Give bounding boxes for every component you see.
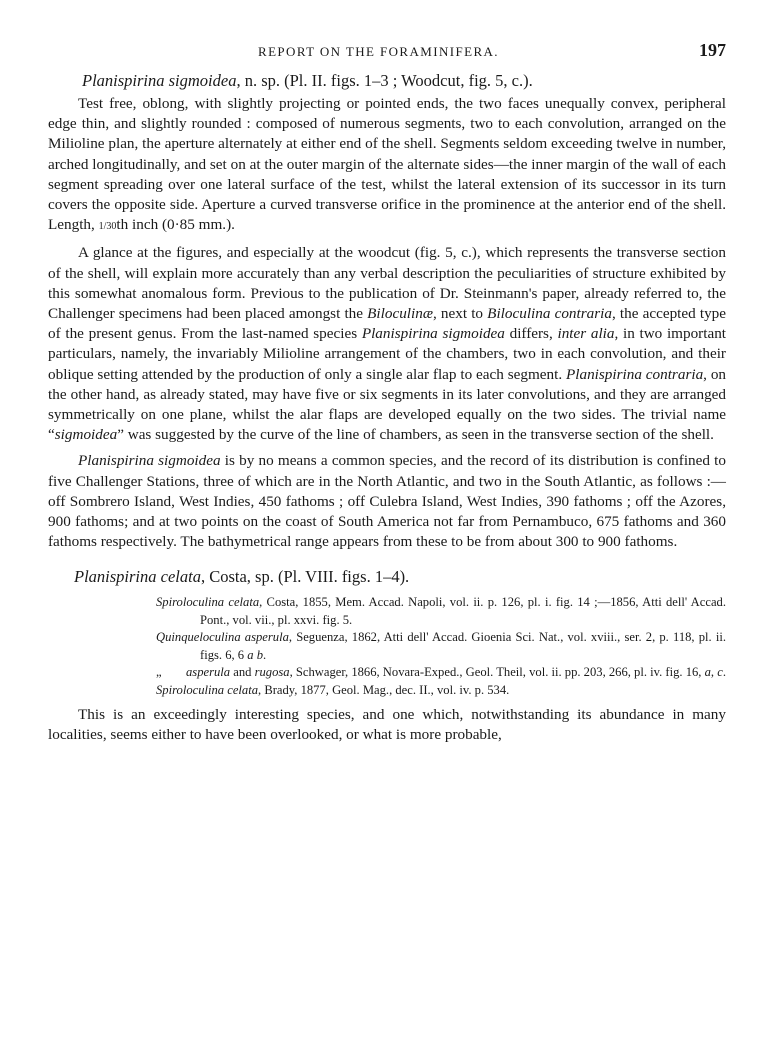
text-run: . (262, 647, 267, 662)
length-rest: th inch (0·85 mm.). (116, 216, 235, 234)
text-run: . (722, 665, 726, 680)
species-heading-sigmoidea (82, 70, 726, 92)
taxon-name: Planispirina sigmoidea (78, 452, 221, 470)
taxon-name: Quinqueloculina asperula (156, 630, 289, 645)
synonymy-entry (156, 664, 726, 681)
taxon-name: Planispirina sigmoidea (361, 325, 505, 343)
species-heading-celata (74, 566, 726, 588)
text-run: , next to (432, 305, 484, 323)
length-fraction: 1/30 (98, 221, 117, 233)
taxon-name: asperula (186, 665, 231, 680)
taxon-name: Spiroloculina celata (156, 595, 260, 610)
figure-letter: a (704, 665, 711, 680)
text-run: A glance at the figures, and especially at the woodcut (fig. 5, c.), which represents the transverse section of the shell, will explain more accurately than any verbal description the peculiarities of structure exhibited by this somewhat anomalous form. Previous to the publication of Dr. Steinmann's paper, already referred to, the Challenger specimens had been placed amongst the (48, 244, 726, 323)
text-run: , Costa, 1855, Mem. Accad. Napoli, vol. ii. p. 126, pl. i. fig. 14 ;—1856, Atti dell' Accad. Pont., vol. vii., pl. xxvi. fig. 5. (200, 595, 726, 627)
text-run: differs, (509, 325, 553, 343)
taxon-name: rugosa (254, 665, 290, 680)
figure-letter: b (256, 647, 263, 662)
text-run: , Schwager, 1866, Novara-Exped., Geol. Theil, vol. ii. pp. 203, 266, pl. iv. fig. 16, (289, 665, 702, 680)
latin-phrase: inter alia (557, 325, 615, 343)
page-number: 197 (699, 40, 726, 60)
running-title: REPORT ON THE FORAMINIFERA. (258, 44, 499, 59)
comparison-paragraph (48, 243, 726, 445)
ditto-mark: „ (156, 665, 162, 680)
taxon-name: Biloculinæ (367, 305, 433, 323)
text-run: is by no means a common species, and the record of its distribution is confined to five Challenger Stations, three of which are in the North Atlantic, and two in the South Atlantic, as follows :—off Sombrero Island, West Indies, 450 fathoms ; off Culebra Island, West Indies, 390 fathoms ; off the Azores, 900 fathoms; and at two points on the coast of South America not far from Pernambuco, 675 fathoms and 360 fathoms respectively. The bathymetrical range appears from these to be from about 300 to 900 fathoms. (48, 452, 726, 551)
taxon-name: sigmoidea (54, 426, 118, 444)
synonymy-list (48, 594, 726, 698)
taxon-name: Biloculina contraria (487, 305, 612, 323)
distribution-paragraph (48, 451, 726, 552)
page (48, 40, 726, 745)
running-head (48, 40, 726, 70)
figure-letter: a (247, 647, 254, 662)
text-run: , on the other hand, as already stated, may have five or six segments in its later convolutions, and they are arranged symmetrically on one plane, whilst the alar flaps are developed equally on the two sides. The trivial name “ (48, 365, 727, 444)
species-name: Planispirina celata (74, 567, 201, 587)
text-run: , Seguenza, 1862, Atti dell' Accad. Gioenia Sci. Nat., vol. xviii., ser. 2, p. 118, pl. ii. figs. 6, 6 (200, 630, 726, 662)
celata-paragraph: This is an exceedingly interesting species, and one which, notwithstanding its abundance in many localities, seems either to have been overlooked, or what is more probable, (48, 705, 726, 744)
text-run: , (710, 665, 715, 680)
text-run: ” was suggested by the curve of the line of chambers, as seen in the transverse section of the shell. (117, 426, 714, 444)
text-run: , the accepted type of the present genus. From the last-named species (48, 305, 727, 343)
synonymy-entry (156, 682, 726, 699)
text-run: and (233, 665, 252, 680)
species-authority: , n. sp. (Pl. II. figs. 1–3 ; Woodcut, fig. 5, c.). (236, 71, 533, 90)
description-text: Test free, oblong, with slightly projecting or pointed ends, the two faces unequally convex, peripheral edge thin, and slightly rounded : composed of numerous segments, two to each convolution, arranged on the Milioline plan, the aperture alternately at either end of the shell. Segments seldom exceeding twelve in number, arched longitudinally, and set on at the outer margin of the alternate sides—the inner margin of the wall of each segment spreading over one lateral surface of the test, whilst the lateral extension of its successor in its turn covers the opposite side. Aperture a curved transverse orifice in the prominence at the anterior end of the shell. Length, (48, 95, 726, 234)
species-authority: , Costa, sp. (Pl. VIII. figs. 1–4). (200, 567, 410, 587)
species-name: Planispirina sigmoidea (82, 71, 237, 90)
text-run: , Brady, 1877, Geol. Mag., dec. II., vol. iv. p. 534. (258, 682, 510, 697)
synonymy-entry (156, 629, 726, 664)
figure-letter: c (717, 665, 723, 680)
taxon-name: Spiroloculina celata (156, 682, 259, 697)
taxon-name: Planispirina contraria (565, 365, 704, 383)
text-run: , in two important particulars, namely, the invariably Milioline arrangement of the chambers, two in each convolution, and their oblique setting attended by the production of only a single alar flap to each segment. (48, 325, 727, 383)
description-paragraph (48, 94, 726, 237)
synonymy-entry (156, 594, 726, 629)
